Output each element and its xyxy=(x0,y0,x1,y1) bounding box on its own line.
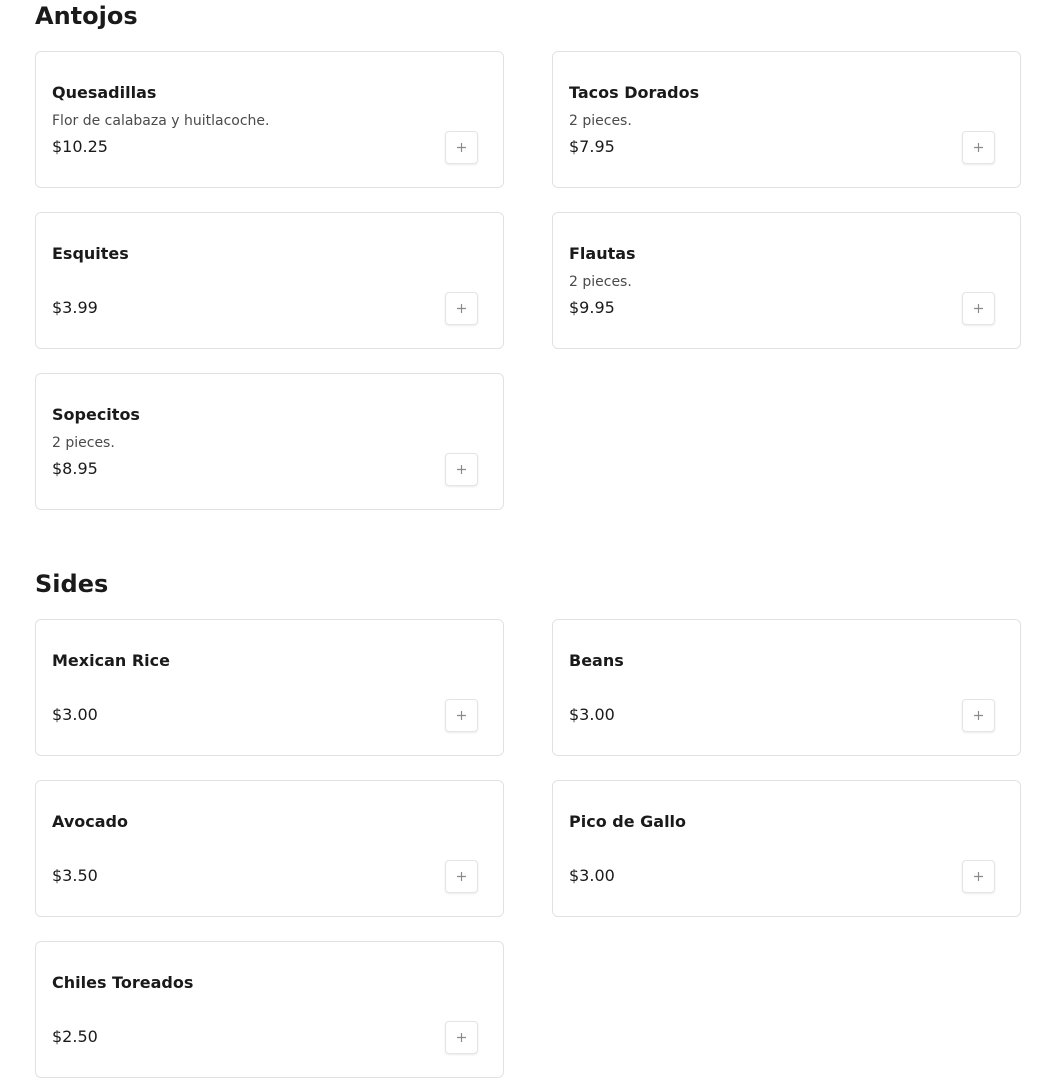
add-item-button[interactable] xyxy=(445,292,478,325)
plus-icon xyxy=(456,303,467,314)
item-name: Pico de Gallo xyxy=(569,812,687,831)
item-description: 2 pieces. xyxy=(569,274,632,290)
menu-item-card[interactable] xyxy=(35,619,504,756)
item-price: $3.50 xyxy=(52,866,98,885)
plus-icon xyxy=(456,871,467,882)
item-name: Quesadillas xyxy=(52,83,157,102)
item-description: 2 pieces. xyxy=(52,435,115,451)
section-title: Sides xyxy=(35,570,109,598)
plus-icon xyxy=(973,871,984,882)
plus-icon xyxy=(973,303,984,314)
item-description: 2 pieces. xyxy=(569,113,632,129)
plus-icon xyxy=(973,142,984,153)
add-item-button[interactable] xyxy=(445,1021,478,1054)
menu-item-card[interactable] xyxy=(35,212,504,349)
item-name: Tacos Dorados xyxy=(569,83,700,102)
menu-item-card[interactable] xyxy=(35,780,504,917)
menu-item-card[interactable] xyxy=(552,212,1021,349)
item-price: $10.25 xyxy=(52,137,108,156)
add-item-button[interactable] xyxy=(445,453,478,486)
menu-item-card[interactable] xyxy=(35,373,504,510)
menu-item-card[interactable] xyxy=(35,51,504,188)
add-item-button[interactable] xyxy=(962,860,995,893)
item-price: $3.99 xyxy=(52,298,98,317)
menu-item-card[interactable] xyxy=(552,51,1021,188)
menu-item-card[interactable] xyxy=(35,941,504,1078)
add-item-button[interactable] xyxy=(962,131,995,164)
item-name: Flautas xyxy=(569,244,636,263)
item-price: $2.50 xyxy=(52,1027,98,1046)
item-price: $7.95 xyxy=(569,137,615,156)
item-name: Beans xyxy=(569,651,624,670)
item-price: $3.00 xyxy=(52,705,98,724)
add-item-button[interactable] xyxy=(445,131,478,164)
add-item-button[interactable] xyxy=(445,860,478,893)
item-description: Flor de calabaza y huitlacoche. xyxy=(52,113,270,129)
item-price: $9.95 xyxy=(569,298,615,317)
plus-icon xyxy=(456,710,467,721)
plus-icon xyxy=(973,710,984,721)
add-item-button[interactable] xyxy=(445,699,478,732)
item-name: Chiles Toreados xyxy=(52,973,194,992)
add-item-button[interactable] xyxy=(962,699,995,732)
item-name: Sopecitos xyxy=(52,405,140,424)
item-name: Avocado xyxy=(52,812,128,831)
menu-grid xyxy=(35,619,1021,1078)
plus-icon xyxy=(456,464,467,475)
item-price: $3.00 xyxy=(569,705,615,724)
section-title: Antojos xyxy=(35,2,138,30)
item-price: $8.95 xyxy=(52,459,98,478)
menu-item-card[interactable] xyxy=(552,780,1021,917)
menu-item-card[interactable] xyxy=(552,619,1021,756)
menu-grid xyxy=(35,51,1021,510)
item-name: Esquites xyxy=(52,244,129,263)
add-item-button[interactable] xyxy=(962,292,995,325)
item-price: $3.00 xyxy=(569,866,615,885)
plus-icon xyxy=(456,1032,467,1043)
plus-icon xyxy=(456,142,467,153)
item-name: Mexican Rice xyxy=(52,651,170,670)
